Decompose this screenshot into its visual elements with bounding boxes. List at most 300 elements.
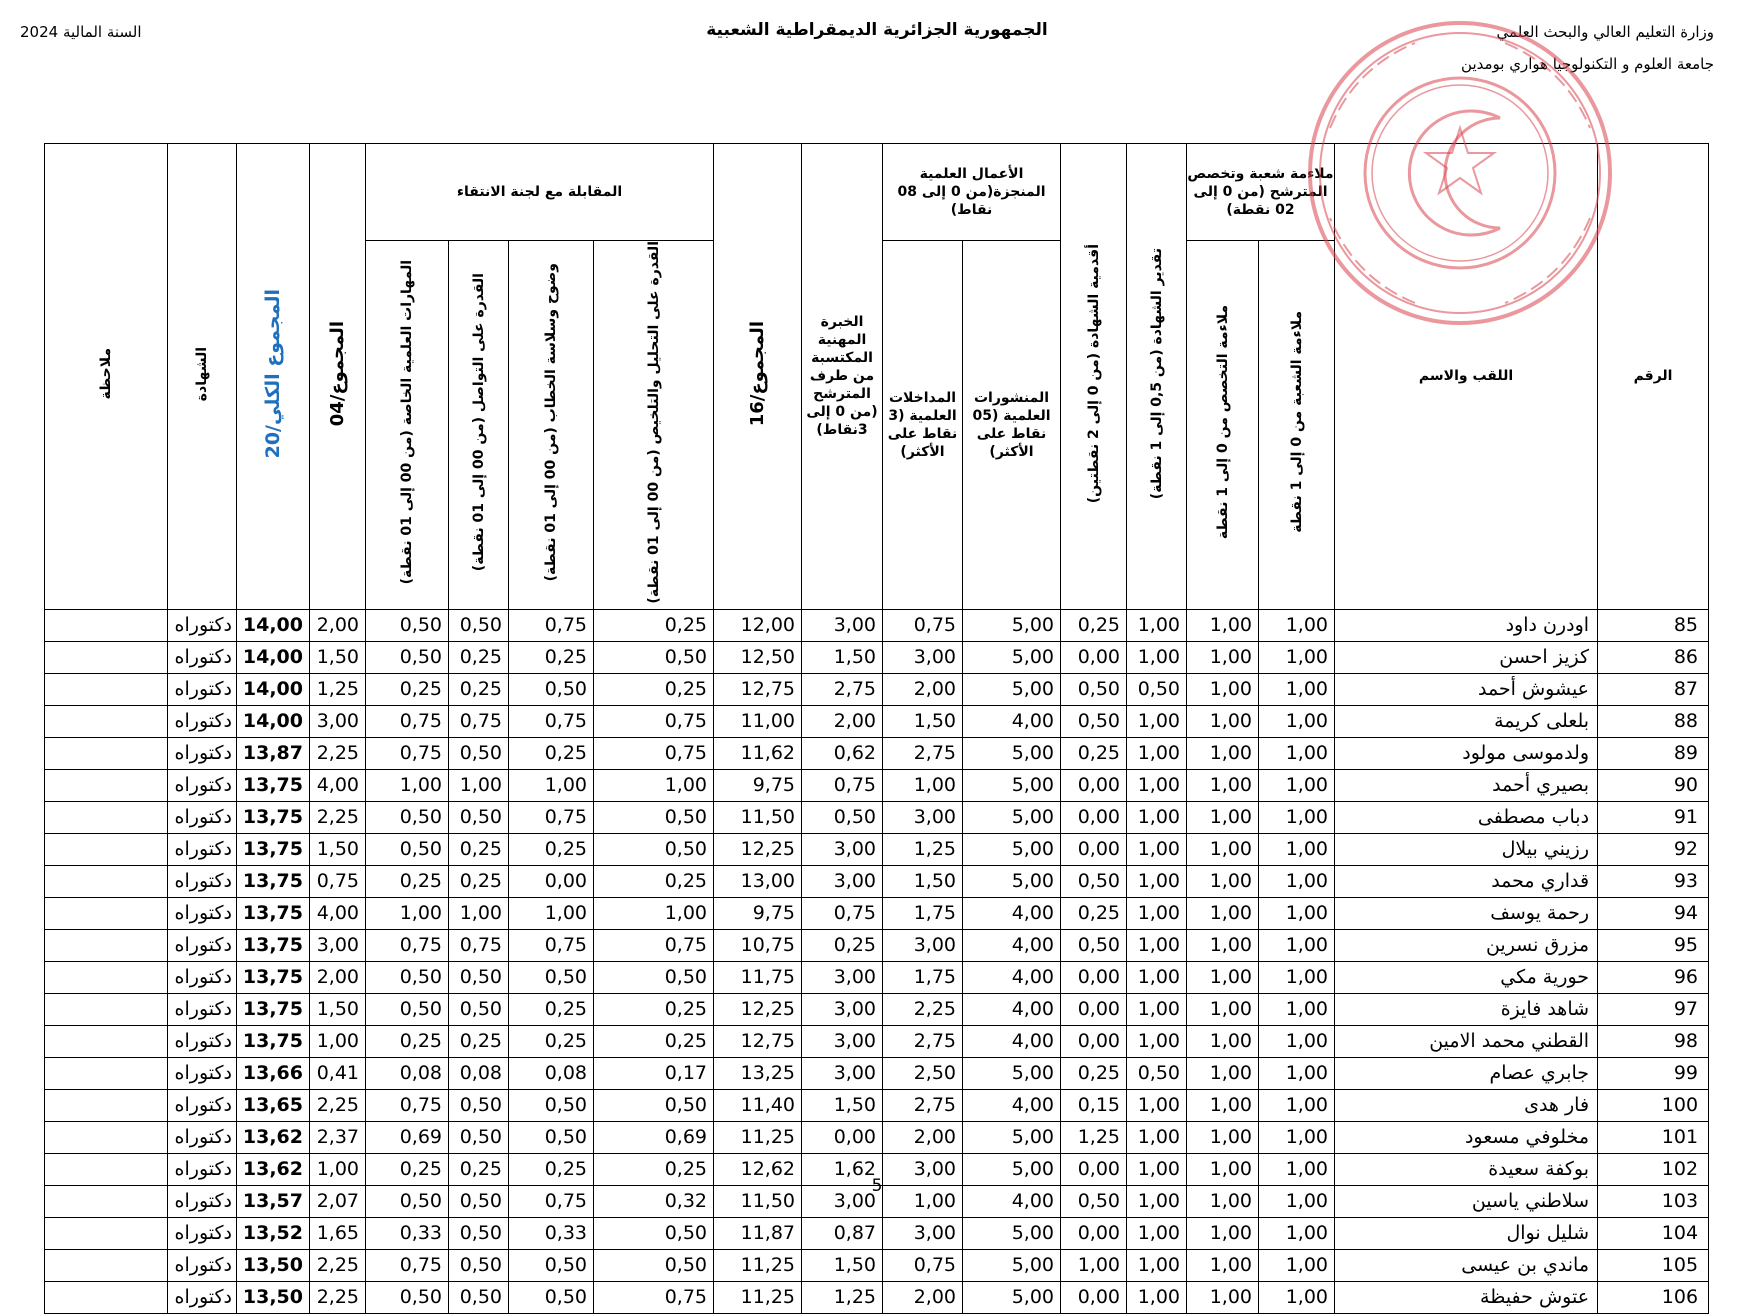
cell-experience: 2,00 — [802, 705, 883, 737]
cell-communication: 0,25 — [449, 1025, 509, 1057]
cell-sum16: 13,00 — [714, 865, 802, 897]
cell-cert-seniority: 0,00 — [1061, 641, 1127, 673]
header-clarity: وضوح وسلاسة الخطاب (من 00 إلى 01 نقطة) — [509, 241, 594, 610]
cell-analysis: 0,75 — [594, 705, 714, 737]
cell-cert-grade: 1,00 — [1127, 801, 1187, 833]
header-cert-seniority: أقدمية الشهادة (من 0 إلى 2 نقطتين) — [1061, 144, 1127, 610]
cell-fit-branch: 1,00 — [1259, 993, 1335, 1025]
cell-cert-seniority: 0,25 — [1061, 737, 1127, 769]
cell-publications: 5,00 — [963, 833, 1061, 865]
cell-remark — [45, 897, 168, 929]
table-row — [45, 737, 1709, 769]
table-row — [45, 1025, 1709, 1057]
cell-experience: 0,62 — [802, 737, 883, 769]
cell-publications: 5,00 — [963, 1217, 1061, 1249]
cell-name: شليل نوال — [1335, 1217, 1598, 1249]
table-row — [45, 961, 1709, 993]
cell-sum16: 11,87 — [714, 1217, 802, 1249]
table-row — [45, 1217, 1709, 1249]
cell-certificate: دكتوراه — [168, 1057, 237, 1089]
cell-clarity: 0,75 — [509, 929, 594, 961]
header-sum4: المجموع/04 — [310, 144, 366, 610]
cell-id: 92 — [1598, 833, 1709, 865]
cell-publications: 4,00 — [963, 1025, 1061, 1057]
cell-cert-grade: 1,00 — [1127, 865, 1187, 897]
cell-certificate: دكتوراه — [168, 865, 237, 897]
cell-skills: 0,50 — [366, 993, 449, 1025]
cell-publications: 4,00 — [963, 1185, 1061, 1217]
cell-analysis: 0,25 — [594, 1025, 714, 1057]
cell-sum4: 2,25 — [310, 801, 366, 833]
cell-communication: 0,50 — [449, 1217, 509, 1249]
cell-id: 106 — [1598, 1281, 1709, 1313]
cell-communications: 2,75 — [883, 1089, 963, 1121]
cell-fit-specialty: 1,00 — [1187, 1153, 1259, 1185]
cell-sum4: 3,00 — [310, 705, 366, 737]
cell-total20: 13,57 — [237, 1185, 310, 1217]
cell-experience: 3,00 — [802, 1185, 883, 1217]
cell-total20: 13,87 — [237, 737, 310, 769]
cell-id: 91 — [1598, 801, 1709, 833]
cell-total20: 13,75 — [237, 865, 310, 897]
cell-skills: 0,50 — [366, 833, 449, 865]
cell-analysis: 1,00 — [594, 897, 714, 929]
cell-certificate: دكتوراه — [168, 1121, 237, 1153]
cell-fit-specialty: 1,00 — [1187, 1025, 1259, 1057]
cell-fit-specialty: 1,00 — [1187, 1185, 1259, 1217]
cell-skills: 0,50 — [366, 1185, 449, 1217]
cell-skills: 0,75 — [366, 705, 449, 737]
cell-remark — [45, 1025, 168, 1057]
cell-sum16: 11,62 — [714, 737, 802, 769]
cell-total20: 14,00 — [237, 609, 310, 641]
cell-communication: 0,25 — [449, 641, 509, 673]
cell-sum4: 1,50 — [310, 833, 366, 865]
cell-id: 97 — [1598, 993, 1709, 1025]
cell-fit-branch: 1,00 — [1259, 1217, 1335, 1249]
header-cert-grade: تقدير الشهادة (من 0,5 إلى 1 نقطة) — [1127, 144, 1187, 610]
cell-fit-branch: 1,00 — [1259, 1249, 1335, 1281]
cell-publications: 5,00 — [963, 1057, 1061, 1089]
table-row — [45, 801, 1709, 833]
cell-fit-branch: 1,00 — [1259, 961, 1335, 993]
cell-skills: 0,75 — [366, 1089, 449, 1121]
cell-communications: 2,25 — [883, 993, 963, 1025]
cell-id: 89 — [1598, 737, 1709, 769]
cell-publications: 4,00 — [963, 705, 1061, 737]
cell-total20: 13,75 — [237, 993, 310, 1025]
cell-communications: 3,00 — [883, 1153, 963, 1185]
cell-sum4: 4,00 — [310, 897, 366, 929]
cell-id: 96 — [1598, 961, 1709, 993]
cell-experience: 1,50 — [802, 641, 883, 673]
cell-fit-specialty: 1,00 — [1187, 609, 1259, 641]
cell-skills: 0,50 — [366, 641, 449, 673]
cell-cert-grade: 1,00 — [1127, 1249, 1187, 1281]
cell-sum4: 1,00 — [310, 1025, 366, 1057]
cell-communications: 2,00 — [883, 1121, 963, 1153]
cell-fit-specialty: 1,00 — [1187, 929, 1259, 961]
cell-clarity: 0,08 — [509, 1057, 594, 1089]
cell-sum16: 9,75 — [714, 897, 802, 929]
cell-clarity: 0,75 — [509, 609, 594, 641]
cell-cert-seniority: 0,00 — [1061, 993, 1127, 1025]
cell-experience: 0,75 — [802, 769, 883, 801]
cell-clarity: 0,25 — [509, 833, 594, 865]
cell-certificate: دكتوراه — [168, 1249, 237, 1281]
cell-certificate: دكتوراه — [168, 961, 237, 993]
cell-communications: 2,00 — [883, 1281, 963, 1313]
cell-publications: 4,00 — [963, 961, 1061, 993]
cell-fit-branch: 1,00 — [1259, 705, 1335, 737]
cell-fit-specialty: 1,00 — [1187, 1249, 1259, 1281]
cell-sum4: 1,50 — [310, 993, 366, 1025]
cell-cert-grade: 0,50 — [1127, 1057, 1187, 1089]
cell-fit-branch: 1,00 — [1259, 737, 1335, 769]
cell-cert-seniority: 0,25 — [1061, 609, 1127, 641]
cell-id: 102 — [1598, 1153, 1709, 1185]
cell-certificate: دكتوراه — [168, 1025, 237, 1057]
header-communications: المداخلات العلمية (3 نقاط على الأكثر) — [883, 241, 963, 610]
cell-name: بصيري أحمد — [1335, 769, 1598, 801]
cell-sum4: 2,00 — [310, 961, 366, 993]
table-row — [45, 609, 1709, 641]
table-row — [45, 993, 1709, 1025]
cell-cert-grade: 1,00 — [1127, 929, 1187, 961]
cell-sum4: 2,00 — [310, 609, 366, 641]
cell-sum16: 11,40 — [714, 1089, 802, 1121]
cell-cert-seniority: 0,50 — [1061, 673, 1127, 705]
header-id: الرقم — [1598, 144, 1709, 610]
cell-communication: 0,50 — [449, 801, 509, 833]
cell-publications: 5,00 — [963, 609, 1061, 641]
cell-communications: 2,00 — [883, 673, 963, 705]
cell-fit-branch: 1,00 — [1259, 801, 1335, 833]
cell-clarity: 0,25 — [509, 993, 594, 1025]
cell-experience: 3,00 — [802, 609, 883, 641]
cell-cert-grade: 1,00 — [1127, 1185, 1187, 1217]
cell-experience: 0,50 — [802, 801, 883, 833]
cell-sum16: 12,75 — [714, 1025, 802, 1057]
cell-remark — [45, 929, 168, 961]
cell-certificate: دكتوراه — [168, 673, 237, 705]
cell-cert-grade: 1,00 — [1127, 641, 1187, 673]
cell-analysis: 1,00 — [594, 769, 714, 801]
cell-certificate: دكتوراه — [168, 609, 237, 641]
table-row — [45, 897, 1709, 929]
cell-communication: 0,50 — [449, 1281, 509, 1313]
cell-experience: 2,75 — [802, 673, 883, 705]
header-works-group: الأعمال العلمية المنجزة(من 0 إلى 08 نقاط) — [883, 144, 1061, 241]
cell-certificate: دكتوراه — [168, 705, 237, 737]
cell-clarity: 0,50 — [509, 1121, 594, 1153]
cell-communication: 0,50 — [449, 1185, 509, 1217]
table-row — [45, 1121, 1709, 1153]
cell-publications: 4,00 — [963, 1089, 1061, 1121]
cell-sum4: 3,00 — [310, 929, 366, 961]
cell-analysis: 0,75 — [594, 737, 714, 769]
cell-cert-seniority: 0,00 — [1061, 1281, 1127, 1313]
cell-remark — [45, 1089, 168, 1121]
cell-fit-specialty: 1,00 — [1187, 1121, 1259, 1153]
cell-fit-branch: 1,00 — [1259, 769, 1335, 801]
cell-fit-branch: 1,00 — [1259, 1089, 1335, 1121]
cell-id: 105 — [1598, 1249, 1709, 1281]
cell-sum16: 13,25 — [714, 1057, 802, 1089]
cell-clarity: 0,50 — [509, 1249, 594, 1281]
table-row — [45, 1089, 1709, 1121]
cell-cert-grade: 1,00 — [1127, 1281, 1187, 1313]
republic-title: الجمهورية الجزائرية الديمقراطية الشعبية — [706, 20, 1048, 40]
cell-publications: 5,00 — [963, 1153, 1061, 1185]
cell-communications: 1,50 — [883, 865, 963, 897]
cell-remark — [45, 993, 168, 1025]
cell-publications: 5,00 — [963, 1281, 1061, 1313]
cell-name: القطني محمد الامين — [1335, 1025, 1598, 1057]
cell-cert-seniority: 1,00 — [1061, 1249, 1127, 1281]
cell-experience: 3,00 — [802, 833, 883, 865]
cell-id: 101 — [1598, 1121, 1709, 1153]
cell-fit-branch: 1,00 — [1259, 929, 1335, 961]
cell-name: عيشوش أحمد — [1335, 673, 1598, 705]
cell-fit-branch: 1,00 — [1259, 1121, 1335, 1153]
cell-remark — [45, 865, 168, 897]
cell-fit-branch: 1,00 — [1259, 641, 1335, 673]
cell-fit-specialty: 1,00 — [1187, 1057, 1259, 1089]
cell-skills: 0,69 — [366, 1121, 449, 1153]
cell-publications: 5,00 — [963, 769, 1061, 801]
page-number: 5 — [871, 1176, 883, 1196]
cell-communication: 0,75 — [449, 929, 509, 961]
cell-communication: 1,00 — [449, 769, 509, 801]
cell-communications: 0,75 — [883, 609, 963, 641]
cell-fit-specialty: 1,00 — [1187, 1089, 1259, 1121]
cell-communications: 1,25 — [883, 833, 963, 865]
cell-id: 88 — [1598, 705, 1709, 737]
cell-analysis: 0,50 — [594, 1249, 714, 1281]
cell-clarity: 1,00 — [509, 769, 594, 801]
cell-remark — [45, 1281, 168, 1313]
cell-communication: 0,50 — [449, 993, 509, 1025]
cell-id: 99 — [1598, 1057, 1709, 1089]
cell-total20: 13,75 — [237, 769, 310, 801]
cell-sum16: 12,25 — [714, 833, 802, 865]
cell-total20: 13,75 — [237, 897, 310, 929]
cell-cert-seniority: 0,00 — [1061, 801, 1127, 833]
cell-communications: 1,00 — [883, 1185, 963, 1217]
cell-sum4: 0,75 — [310, 865, 366, 897]
cell-fit-specialty: 1,00 — [1187, 769, 1259, 801]
cell-fit-branch: 1,00 — [1259, 897, 1335, 929]
cell-total20: 13,50 — [237, 1249, 310, 1281]
cell-skills: 0,08 — [366, 1057, 449, 1089]
cell-name: دباب مصطفى — [1335, 801, 1598, 833]
cell-fit-branch: 1,00 — [1259, 1281, 1335, 1313]
cell-communication: 0,50 — [449, 961, 509, 993]
cell-certificate: دكتوراه — [168, 833, 237, 865]
cell-certificate: دكتوراه — [168, 1089, 237, 1121]
cell-total20: 14,00 — [237, 641, 310, 673]
cell-analysis: 0,50 — [594, 961, 714, 993]
cell-total20: 13,62 — [237, 1153, 310, 1185]
cell-analysis: 0,25 — [594, 673, 714, 705]
cell-certificate: دكتوراه — [168, 929, 237, 961]
cell-communications: 3,00 — [883, 641, 963, 673]
cell-remark — [45, 609, 168, 641]
cell-total20: 13,62 — [237, 1121, 310, 1153]
cell-fit-specialty: 1,00 — [1187, 705, 1259, 737]
cell-fit-branch: 1,00 — [1259, 1153, 1335, 1185]
cell-cert-seniority: 0,00 — [1061, 961, 1127, 993]
cell-publications: 5,00 — [963, 1249, 1061, 1281]
cell-cert-seniority: 0,00 — [1061, 833, 1127, 865]
cell-publications: 5,00 — [963, 865, 1061, 897]
header-fit-specialty: ملاءمة التخصص من 0 إلى 1 نقطة — [1187, 241, 1259, 610]
cell-communication: 0,50 — [449, 1249, 509, 1281]
cell-remark — [45, 833, 168, 865]
cell-fit-branch: 1,00 — [1259, 1025, 1335, 1057]
header-communication: القدرة على التواصل (من 00 إلى 01 نقطة) — [449, 241, 509, 610]
cell-name: حورية مكي — [1335, 961, 1598, 993]
cell-cert-grade: 0,50 — [1127, 673, 1187, 705]
cell-sum16: 11,25 — [714, 1249, 802, 1281]
header-sum16: المجموع/16 — [714, 144, 802, 610]
cell-fit-specialty: 1,00 — [1187, 865, 1259, 897]
header-total20: المجموع الكلي/20 — [237, 144, 310, 610]
cell-clarity: 0,75 — [509, 801, 594, 833]
header-interview-group: المقابلة مع لجنة الانتقاء — [366, 144, 714, 241]
cell-sum16: 12,50 — [714, 641, 802, 673]
cell-cert-grade: 1,00 — [1127, 705, 1187, 737]
cell-analysis: 0,75 — [594, 929, 714, 961]
cell-sum4: 1,65 — [310, 1217, 366, 1249]
cell-total20: 13,75 — [237, 833, 310, 865]
cell-analysis: 0,69 — [594, 1121, 714, 1153]
cell-communications: 1,75 — [883, 897, 963, 929]
cell-certificate: دكتوراه — [168, 1281, 237, 1313]
cell-sum4: 2,25 — [310, 1249, 366, 1281]
table-row — [45, 769, 1709, 801]
cell-analysis: 0,17 — [594, 1057, 714, 1089]
cell-name: سلاطني ياسين — [1335, 1185, 1598, 1217]
cell-fit-specialty: 1,00 — [1187, 673, 1259, 705]
cell-cert-seniority: 0,50 — [1061, 929, 1127, 961]
table-row — [45, 1281, 1709, 1313]
cell-sum16: 11,25 — [714, 1121, 802, 1153]
cell-cert-grade: 1,00 — [1127, 1025, 1187, 1057]
cell-fit-branch: 1,00 — [1259, 865, 1335, 897]
cell-name: قداري محمد — [1335, 865, 1598, 897]
cell-name: ولدموسى مولود — [1335, 737, 1598, 769]
cell-communication: 0,50 — [449, 609, 509, 641]
cell-sum16: 11,50 — [714, 1185, 802, 1217]
cell-fit-specialty: 1,00 — [1187, 801, 1259, 833]
cell-communication: 0,50 — [449, 737, 509, 769]
candidates-table — [44, 143, 1709, 1314]
cell-skills: 0,33 — [366, 1217, 449, 1249]
cell-name: اودرن داود — [1335, 609, 1598, 641]
cell-communication: 0,75 — [449, 705, 509, 737]
cell-cert-grade: 1,00 — [1127, 993, 1187, 1025]
cell-fit-specialty: 1,00 — [1187, 1281, 1259, 1313]
cell-fit-specialty: 1,00 — [1187, 641, 1259, 673]
cell-skills: 0,25 — [366, 1153, 449, 1185]
cell-cert-seniority: 0,00 — [1061, 1217, 1127, 1249]
cell-sum4: 2,25 — [310, 737, 366, 769]
cell-sum4: 1,50 — [310, 641, 366, 673]
cell-clarity: 0,25 — [509, 1025, 594, 1057]
cell-communication: 1,00 — [449, 897, 509, 929]
cell-communication: 0,50 — [449, 1121, 509, 1153]
cell-analysis: 0,50 — [594, 833, 714, 865]
cell-analysis: 0,25 — [594, 993, 714, 1025]
cell-name: جابري عصام — [1335, 1057, 1598, 1089]
cell-publications: 4,00 — [963, 993, 1061, 1025]
cell-sum16: 12,75 — [714, 673, 802, 705]
cell-sum16: 9,75 — [714, 769, 802, 801]
cell-publications: 5,00 — [963, 801, 1061, 833]
cell-certificate: دكتوراه — [168, 769, 237, 801]
cell-experience: 3,00 — [802, 1057, 883, 1089]
cell-id: 86 — [1598, 641, 1709, 673]
cell-cert-seniority: 0,00 — [1061, 1025, 1127, 1057]
cell-fit-specialty: 1,00 — [1187, 993, 1259, 1025]
cell-certificate: دكتوراه — [168, 1153, 237, 1185]
cell-remark — [45, 769, 168, 801]
cell-skills: 0,50 — [366, 961, 449, 993]
cell-certificate: دكتوراه — [168, 1185, 237, 1217]
cell-fit-specialty: 1,00 — [1187, 737, 1259, 769]
cell-cert-grade: 1,00 — [1127, 961, 1187, 993]
cell-experience: 0,25 — [802, 929, 883, 961]
cell-clarity: 0,25 — [509, 1153, 594, 1185]
cell-remark — [45, 1057, 168, 1089]
cell-sum4: 2,25 — [310, 1281, 366, 1313]
cell-id: 103 — [1598, 1185, 1709, 1217]
cell-cert-seniority: 0,00 — [1061, 769, 1127, 801]
cell-clarity: 0,25 — [509, 641, 594, 673]
cell-communication: 0,25 — [449, 673, 509, 705]
cell-total20: 13,75 — [237, 1025, 310, 1057]
cell-experience: 0,00 — [802, 1121, 883, 1153]
cell-skills: 0,75 — [366, 929, 449, 961]
cell-clarity: 0,00 — [509, 865, 594, 897]
cell-analysis: 0,50 — [594, 801, 714, 833]
cell-name: ماندي بن عيسى — [1335, 1249, 1598, 1281]
cell-clarity: 0,25 — [509, 737, 594, 769]
cell-total20: 13,65 — [237, 1089, 310, 1121]
cell-publications: 5,00 — [963, 641, 1061, 673]
cell-fit-branch: 1,00 — [1259, 609, 1335, 641]
cell-experience: 1,50 — [802, 1249, 883, 1281]
cell-fit-specialty: 1,00 — [1187, 833, 1259, 865]
cell-remark — [45, 673, 168, 705]
cell-cert-grade: 1,00 — [1127, 737, 1187, 769]
header-fit-group: ملاءمة شعبة وتخصص المترشح (من 0 إلى 02 نقطة) — [1187, 144, 1335, 241]
cell-remark — [45, 705, 168, 737]
table-row — [45, 705, 1709, 737]
cell-communications: 3,00 — [883, 801, 963, 833]
cell-experience: 1,50 — [802, 1089, 883, 1121]
cell-cert-grade: 1,00 — [1127, 1121, 1187, 1153]
cell-communications: 1,00 — [883, 769, 963, 801]
cell-communications: 1,50 — [883, 705, 963, 737]
cell-name: كزيز احسن — [1335, 641, 1598, 673]
header-certificate: الشهادة — [168, 144, 237, 610]
cell-analysis: 0,75 — [594, 1281, 714, 1313]
cell-name: بلعلى كريمة — [1335, 705, 1598, 737]
cell-experience: 3,00 — [802, 1025, 883, 1057]
